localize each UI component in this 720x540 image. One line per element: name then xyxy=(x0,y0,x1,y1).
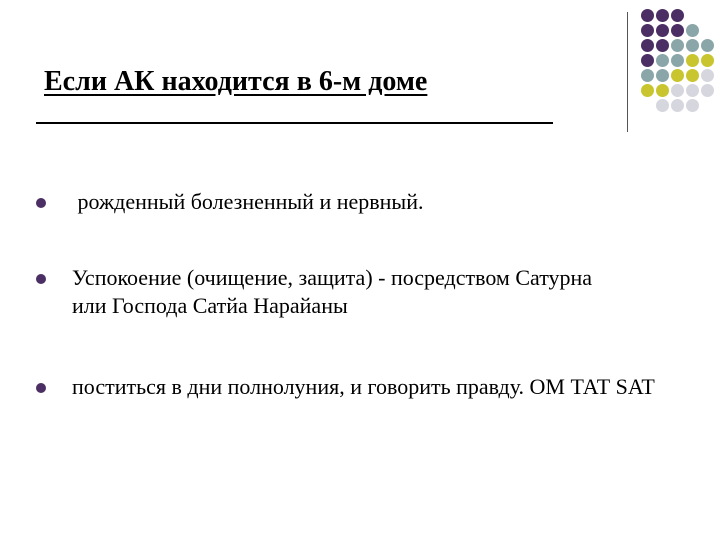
bullet-dot xyxy=(36,274,46,284)
decor-dot xyxy=(671,84,684,97)
decorative-dot-grid xyxy=(641,9,716,129)
decor-dot xyxy=(641,39,654,52)
title-rule xyxy=(36,122,553,124)
bullet-text: Успокоение (очищение, защита) - посредством Сатурна или Господа Сатйа Нарайаны xyxy=(72,265,593,318)
decor-dot xyxy=(701,39,714,52)
bullet-dot xyxy=(36,198,46,208)
decor-dot xyxy=(656,84,669,97)
decor-dot xyxy=(656,24,669,37)
decor-dot xyxy=(701,54,714,67)
decor-dot xyxy=(671,54,684,67)
decor-dot xyxy=(671,39,684,52)
decor-dot xyxy=(671,99,684,112)
bullet-text: поститься в дни полнолуния, и говорить правду. ОМ ТАТ SAT xyxy=(72,374,655,399)
decor-dot xyxy=(686,39,699,52)
decor-dot xyxy=(641,84,654,97)
decor-dot xyxy=(671,24,684,37)
bullet-text: рожденный болезненный и нервный. xyxy=(72,189,424,214)
decor-dot xyxy=(656,39,669,52)
decor-dot xyxy=(671,69,684,82)
decor-dot xyxy=(701,69,714,82)
decor-dot xyxy=(656,54,669,67)
decor-dot xyxy=(656,99,669,112)
bullet-dot xyxy=(36,383,46,393)
decor-dot xyxy=(701,84,714,97)
decor-dot xyxy=(671,9,684,22)
decor-dot xyxy=(641,69,654,82)
decor-dot xyxy=(641,24,654,37)
decor-dot xyxy=(656,9,669,22)
decor-dot xyxy=(686,24,699,37)
decor-dot xyxy=(686,99,699,112)
decor-dot xyxy=(686,54,699,67)
decor-dot xyxy=(686,84,699,97)
slide-title: Если АК находится в 6-м доме xyxy=(44,66,428,97)
decor-dot xyxy=(656,69,669,82)
decor-dot xyxy=(641,9,654,22)
decor-dot xyxy=(641,54,654,67)
decorative-vertical-rule xyxy=(627,12,628,132)
decor-dot xyxy=(686,69,699,82)
